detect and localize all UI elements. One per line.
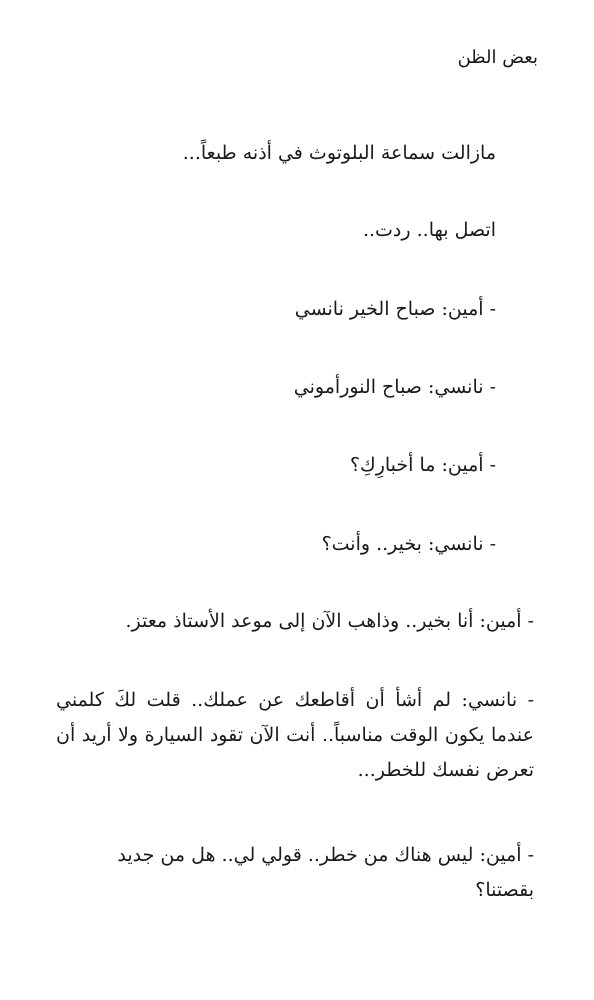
- dialogue-line: - أمين: أنا بخير.. وذاهب الآن إلى موعد الأستاذ معتز.: [125, 610, 534, 632]
- dialogue-line: - نانسي: لم أشأ أن أقاطعك عن عملك.. قلت لكَ كلمني عندما يكون الوقت مناسباً.. أنت الآن تقود السيارة ولا أريد أن تعرض نفسك للخطر...: [56, 689, 534, 781]
- dialogue-line: - أمين: ما أخبارِكِ؟: [349, 454, 496, 476]
- narration-paragraph: اتصل بها.. ردت..: [362, 219, 496, 241]
- dialogue-line: - نانسي: صباح النورأموني: [293, 376, 496, 398]
- chapter-header: بعض الظن: [457, 47, 538, 68]
- narration-paragraph: مازالت سماعة البلوتوث في أذنه طبعاً...: [182, 142, 496, 164]
- dialogue-line: - نانسي: بخير.. وأنت؟: [321, 533, 496, 555]
- dialogue-line: - أمين: ليس هناك من خطر.. قولي لي.. هل من جديد بقصتنا؟: [117, 844, 534, 901]
- dialogue-line: - أمين: صباح الخير نانسي: [294, 298, 496, 320]
